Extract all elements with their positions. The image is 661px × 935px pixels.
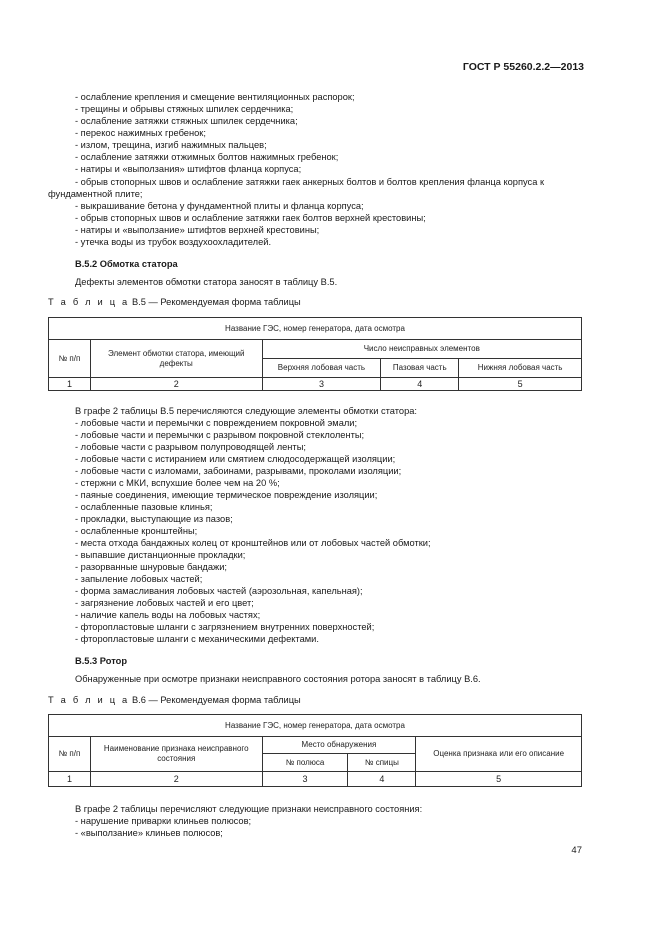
column-header-group: Число неисправных элементов [262, 340, 581, 359]
list-item: - нарушение приварки клиньев полюсов; [75, 816, 252, 826]
list-item: - выпавшие дистанционные прокладки; [75, 550, 246, 560]
column-number: 3 [262, 378, 381, 391]
list-item: - натиры и «выползание» штифтов верхней крестовины; [75, 225, 320, 235]
list-item: - паяные соединения, имеющие термическое повреждение изоляции; [75, 490, 378, 500]
column-number: 5 [416, 772, 582, 787]
section-intro: Обнаруженные при осмотре признаки неисправного состояния ротора заносят в таблицу В.6. [75, 674, 481, 684]
list-item: - лобовые части с изломами, забоинами, разрывами, проколами изоляции; [75, 466, 402, 476]
table-caption-prefix: Т а б л и ц а [48, 297, 130, 307]
column-number: 4 [348, 772, 416, 787]
list-item: - обрыв стопорных швов и ослабление затяжки гаек анкерных болтов и болтов крепления фланца корпуса к [75, 177, 545, 187]
column-number: 1 [49, 378, 91, 391]
column-header-number: № п/п [49, 340, 91, 378]
list-item: - загрязнение лобовых частей и его цвет; [75, 598, 254, 608]
list-item: - наличие капель воды на лобовых частях; [75, 610, 261, 620]
list-item: - ослабление крепления и смещение вентиляционных распорок; [75, 92, 355, 102]
list-intro: В графе 2 таблицы перечисляют следующие признаки неисправного состояния: [75, 804, 423, 814]
column-header-lower: Нижняя лобовая часть [459, 359, 582, 378]
section-heading: В.5.3 Ротор [75, 656, 128, 666]
list-item: - ослабленные пазовые клинья; [75, 502, 213, 512]
column-number: 3 [262, 772, 348, 787]
list-item: - «выползание» клиньев полюсов; [75, 828, 223, 838]
list-item: - утечка воды из трубок воздухоохладителей. [75, 237, 272, 247]
table-b5 [48, 317, 582, 391]
document-code: ГОСТ Р 55260.2.2—2013 [462, 61, 584, 73]
column-header-location: Место обнаружения [262, 737, 416, 754]
list-item: - стержни с МКИ, вспухшие более чем на 20 %; [75, 478, 280, 488]
list-item: - лобовые части с истиранием или смятием слюдосодержащей изоляции; [75, 454, 396, 464]
column-header-element: Элемент обмотки статора, имеющий дефекты [90, 340, 262, 378]
list-item: - лобовые части и перемычки с повреждением покровной эмали; [75, 418, 358, 428]
column-number: 5 [459, 378, 582, 391]
list-item: - обрыв стопорных швов и ослабление затяжки гаек болтов верхней крестовины; [75, 213, 426, 223]
column-header-slot: Пазовая часть [381, 359, 459, 378]
table-caption-text: В.6 — Рекомендуемая форма таблицы [129, 695, 301, 705]
column-header-upper: Верхняя лобовая часть [262, 359, 381, 378]
list-item: - фторопластовые шланги с механическими дефектами. [75, 634, 319, 644]
section-heading: В.5.2 Обмотка статора [75, 259, 178, 269]
column-number: 2 [90, 378, 262, 391]
list-item: - лобовые части с разрывом полупроводящей ленты; [75, 442, 306, 452]
column-header-assessment: Оценка признака или его описание [416, 737, 582, 772]
list-item: - ослабленные кронштейны; [75, 526, 198, 536]
list-item: - выкрашивание бетона у фундаментной плиты и фланца корпуса; [75, 201, 364, 211]
list-item: - ослабление затяжки стяжных шпилек сердечника; [75, 116, 298, 126]
list-item: - излом, трещина, изгиб нажимных пальцев; [75, 140, 267, 150]
list-intro: В графе 2 таблицы В.5 перечисляются следующие элементы обмотки статора: [75, 406, 418, 416]
column-number: 1 [49, 772, 91, 787]
column-number: 2 [90, 772, 262, 787]
list-item: - запыление лобовых частей; [75, 574, 203, 584]
table-title: Название ГЭС, номер генератора, дата осмотра [49, 318, 582, 340]
column-header-pole: № полюса [262, 754, 348, 772]
column-number: 4 [381, 378, 459, 391]
table-caption-prefix: Т а б л и ц а [48, 695, 130, 705]
column-header-spoke: № спицы [348, 754, 416, 772]
table-caption [48, 694, 301, 706]
list-item: - лобовые части и перемычки с разрывом покровной стеклоленты; [75, 430, 365, 440]
table-title: Название ГЭС, номер генератора, дата осмотра [49, 715, 582, 737]
table-b6 [48, 714, 582, 787]
section-intro: Дефекты элементов обмотки статора заносят в таблицу В.5. [75, 277, 338, 287]
list-item: - перекос нажимных гребенок; [75, 128, 206, 138]
list-item: - прокладки, выступающие из пазов; [75, 514, 233, 524]
list-item: - форма замасливания лобовых частей (аэрозольная, капельная); [75, 586, 363, 596]
column-header-number: № п/п [49, 737, 91, 772]
list-item: - разорванные шнуровые бандажи; [75, 562, 227, 572]
column-header-sign: Наименование признака неисправного состояния [90, 737, 262, 772]
list-item-continuation: фундаментной плите; [48, 189, 143, 199]
list-item: - места отхода бандажных колец от кронштейнов или от лобовых частей обмотки; [75, 538, 431, 548]
list-item: - фторопластовые шланги с загрязнением внутренних поверхностей; [75, 622, 375, 632]
list-item: - трещины и обрывы стяжных шпилек сердечника; [75, 104, 294, 114]
table-caption-text: В.5 — Рекомендуемая форма таблицы [129, 297, 301, 307]
page-number: 47 [571, 845, 582, 856]
table-caption [48, 296, 301, 308]
list-item: - натиры и «выползания» штифтов фланца корпуса; [75, 164, 302, 174]
list-item: - ослабление затяжки отжимных болтов нажимных гребенок; [75, 152, 339, 162]
